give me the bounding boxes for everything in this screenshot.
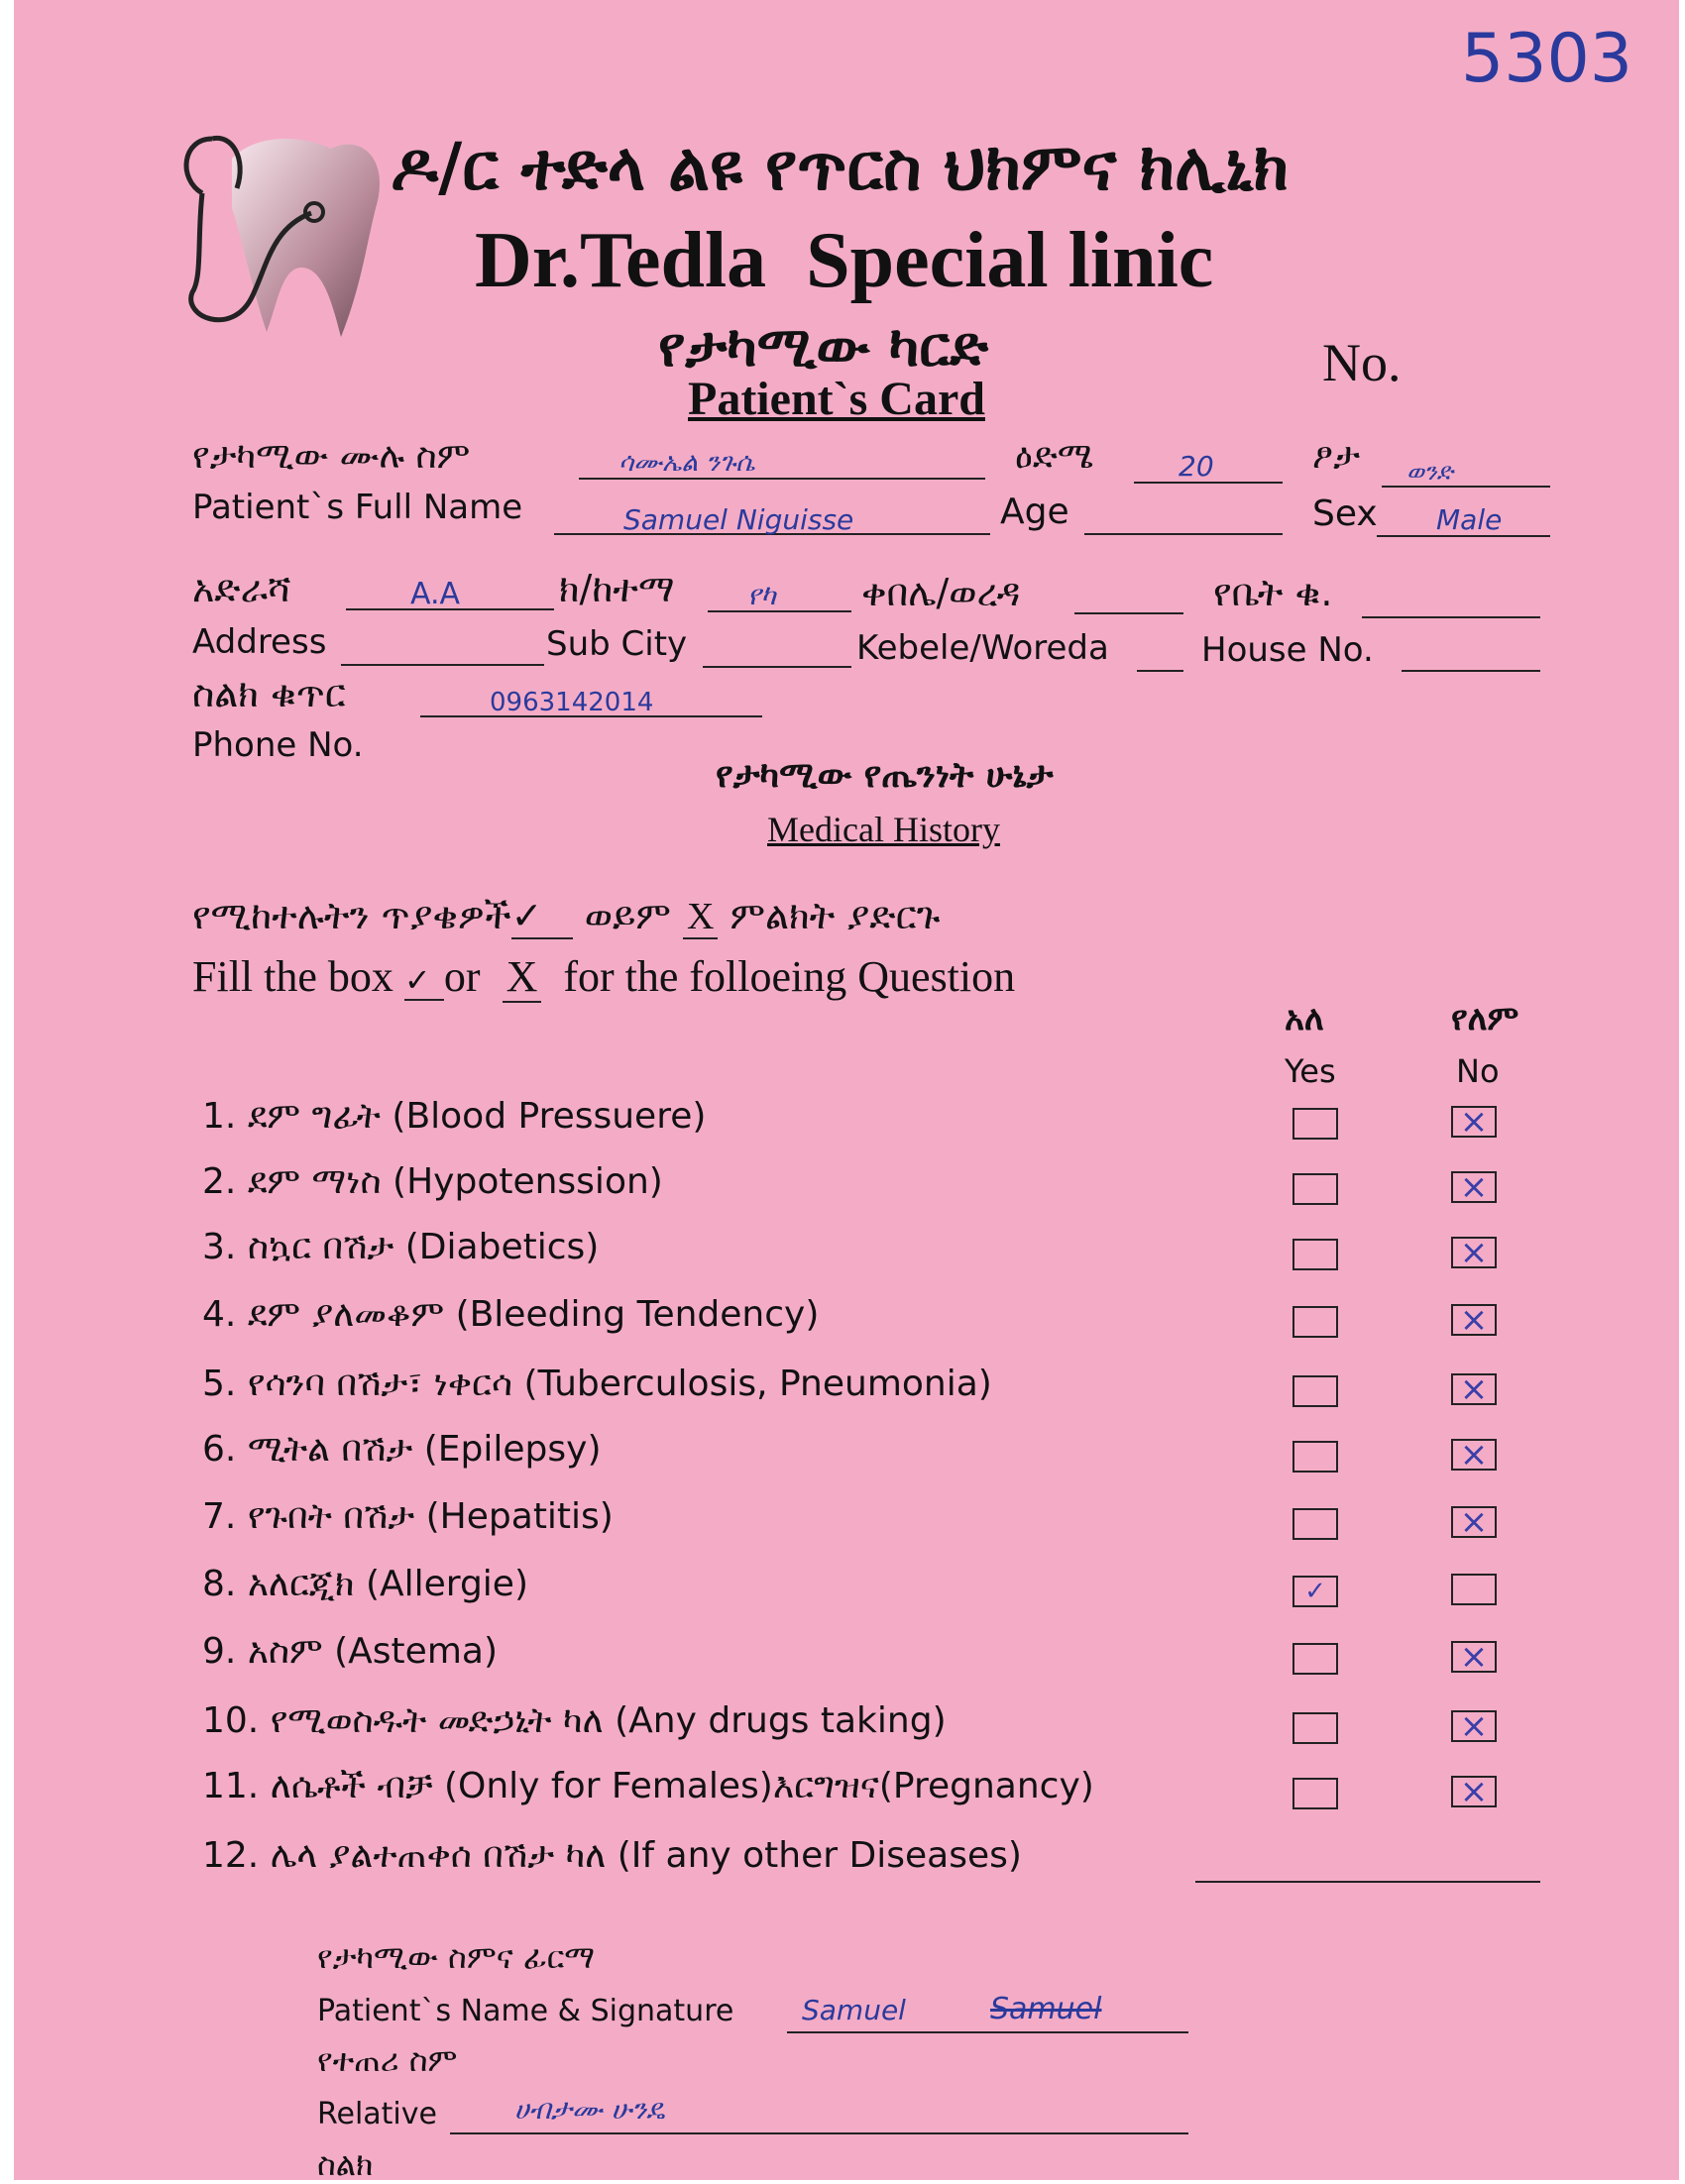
x-mark-icon: × [1459,1637,1489,1677]
x-mark-icon: × [1459,1435,1489,1474]
question-number: 3. [202,1227,237,1267]
question-text-en: (Diabetics) [404,1227,600,1267]
question-text-en: (Any drugs taking) [615,1700,947,1741]
question-2 [202,1161,663,1203]
question-text-am: ለሴቶች ብቻ [270,1766,433,1806]
address-label-en: Address [192,622,327,662]
phone-label-en: Phone No. [192,725,364,765]
question-text-am: የሳንባ በሽታ፣ ነቀርሳ [247,1364,513,1404]
yes-checkbox-5[interactable] [1292,1375,1338,1407]
question-text-am: አስም [247,1631,323,1672]
house-no-label-en: House No. [1201,630,1374,670]
question-number: 7. [202,1496,237,1537]
clinic-title-amharic: ዶ/ር ተድላ ልዩ የጥርስ ህክምና ክሊኒክ [391,129,1290,205]
card-title-english: Patient`s Card [688,373,985,425]
no-header-en: No [1456,1052,1500,1090]
check-symbol: ✓ [511,894,573,939]
question-9 [202,1631,498,1673]
x-symbol: X [683,896,718,939]
question-text-en: (Epilepsy) [423,1429,602,1470]
instruction-am: የሚከተሉትን ጥያቄዎች✓ ወይም X ምልክት ያድርጉ [192,894,941,937]
question-number: 4. [202,1294,237,1335]
age-value[interactable]: 20 [1179,450,1214,483]
x-mark-icon: × [1459,1102,1489,1142]
yes-checkbox-10[interactable] [1292,1712,1338,1744]
question-number: 11. [202,1766,260,1806]
full-name-label-en: Patient`s Full Name [192,488,523,527]
full-name-value-am[interactable]: ሳሙኤል ንጉሴ [618,448,755,478]
question-text-en: (Tuberculosis, Pneumonia) [523,1364,992,1404]
question-number: 10. [202,1700,260,1741]
question-text-am: የሚወስዱት መድኃኒት ካለ [270,1700,604,1741]
checkmark-icon: ✓ [1304,1577,1326,1606]
full-name-label-am: የታካሚው ሙሉ ስም [192,436,471,477]
subcity-label-en: Sub City [546,624,688,664]
kebele-label-am: ቀበሌ/ወረዳ [861,571,1021,614]
question-5 [202,1364,992,1405]
no-checkbox-4[interactable] [1451,1300,1497,1340]
subcity-value[interactable]: የካ [747,579,776,611]
address-label-am: አድራሻ [192,567,291,610]
question-text-am: ሚትል በሽታ [247,1429,413,1470]
address-value[interactable]: A.A [410,577,461,611]
yes-header-am: አለ [1285,999,1324,1038]
question-11 [202,1766,1094,1807]
patient-signature[interactable]: Samuel [990,1992,1102,2026]
yes-checkbox-2[interactable] [1292,1173,1338,1205]
card-title-amharic: የታካሚው ካርድ [658,315,988,380]
no-checkbox-6[interactable] [1451,1435,1497,1474]
no-checkbox-8[interactable] [1451,1574,1497,1605]
question-text-am: አለርጂክ [247,1564,355,1604]
no-checkbox-1[interactable] [1451,1102,1497,1142]
house-no-label-am: የቤት ቁ. [1213,571,1333,614]
no-checkbox-7[interactable] [1451,1502,1497,1542]
question-text-am: ደም ግፊት [247,1096,381,1137]
question-6 [202,1429,602,1471]
clinic-logo [172,119,400,347]
no-checkbox-5[interactable] [1451,1369,1497,1409]
question-12: 12. ሌላ ያልተጠቀሰ በሽታ ካለ (If any other Diseases) [202,1835,1022,1876]
question-text-en: (Hepatitis) [425,1496,614,1537]
question-number: 8. [202,1564,237,1604]
relative-label-en: Relative [317,2097,437,2131]
age-label-am: ዕድሜ [1015,436,1094,477]
yes-checkbox-1[interactable] [1292,1108,1338,1140]
no-checkbox-11[interactable] [1451,1772,1497,1811]
yes-checkbox-8[interactable] [1292,1576,1338,1607]
sex-value-en[interactable]: Male [1436,503,1503,536]
x-mark-icon: × [1459,1233,1489,1272]
no-checkbox-10[interactable] [1451,1706,1497,1746]
kebele-label-en: Kebele/Woreda [856,628,1109,668]
no-checkbox-9[interactable] [1451,1637,1497,1677]
serial-number: 5303 [1461,20,1633,98]
medical-history-title-en: Medical History [767,810,1000,849]
yes-checkbox-6[interactable] [1292,1441,1338,1473]
sex-label-am: ፆታ [1312,436,1361,477]
subcity-label-am: ክ/ከተማ [559,567,675,610]
question-text-am: የጉበት በሽታ [247,1496,415,1537]
full-name-value-en[interactable]: Samuel Niguisse [623,503,854,536]
patient-name-value[interactable]: Samuel [802,1994,906,2026]
age-label-en: Age [1000,491,1069,532]
x-mark-icon: × [1459,1502,1489,1542]
question-text-am: ስኳር በሽታ [247,1227,394,1267]
phone-value[interactable]: 0963142014 [490,688,654,717]
yes-header-en: Yes [1285,1052,1336,1090]
x-mark-icon: × [1459,1772,1489,1811]
question-10 [202,1700,947,1742]
sex-value-am[interactable]: ወንድ [1406,458,1454,486]
question-text-en: (Allergie) [365,1564,528,1604]
signature-label-en: Patient`s Name & Signature [317,1994,734,2028]
card-number-label: No. [1322,333,1402,392]
relative-label-am: የተጠሪ ስም [317,2041,458,2079]
instruction-en: Fill the box ✓ or X for the folloeing Question [192,952,1016,1001]
yes-checkbox-9[interactable] [1292,1643,1338,1675]
yes-checkbox-11[interactable] [1292,1778,1338,1809]
question-text-am: ደም ማነስ [247,1161,382,1202]
clinic-title-english: Dr.Tedla Special linic [475,217,1214,304]
question-number: 1. [202,1096,237,1137]
x-mark-icon: × [1459,1706,1489,1746]
question-7 [202,1496,614,1538]
phone-label-footer-am: ስልክ [317,2145,374,2183]
question-4 [202,1294,819,1336]
sex-label-en: Sex [1312,493,1378,534]
question-text-en: (Blood Pressuere) [392,1096,707,1137]
phone-label-am: ስልክ ቁጥር [192,672,346,715]
signature-label-am: የታካሚው ስምና ፊርማ [317,1938,596,1976]
patient-card [14,0,1679,2183]
question-3 [202,1227,599,1268]
yes-checkbox-4[interactable] [1292,1306,1338,1338]
question-text-am: ደም ያለመቆም [247,1294,445,1335]
question-number: 9. [202,1631,237,1672]
yes-checkbox-7[interactable] [1292,1508,1338,1540]
question-8 [202,1564,528,1605]
question-text-en: (Bleeding Tendency) [455,1294,820,1335]
no-checkbox-2[interactable] [1451,1167,1497,1207]
x-mark-icon: × [1459,1369,1489,1409]
medical-history-title-am: የታካሚው የጤንነት ሁኔታ [716,755,1054,796]
x-mark-icon: × [1459,1167,1489,1207]
question-number: 6. [202,1429,237,1470]
question-text-en: (Hypotenssion) [393,1161,663,1202]
no-header-am: የለም [1451,999,1519,1038]
question-text-en: (Astema) [334,1631,498,1672]
yes-checkbox-3[interactable] [1292,1239,1338,1270]
no-checkbox-3[interactable] [1451,1233,1497,1272]
relative-value[interactable]: ሀብታሙ ሁንዴ [514,2093,665,2126]
question-number: 2. [202,1161,237,1202]
question-text-en: (Only for Females)እርግዝና(Pregnancy) [443,1766,1094,1806]
x-mark-icon: × [1459,1300,1489,1340]
question-1 [202,1096,706,1138]
question-number: 5. [202,1364,237,1404]
